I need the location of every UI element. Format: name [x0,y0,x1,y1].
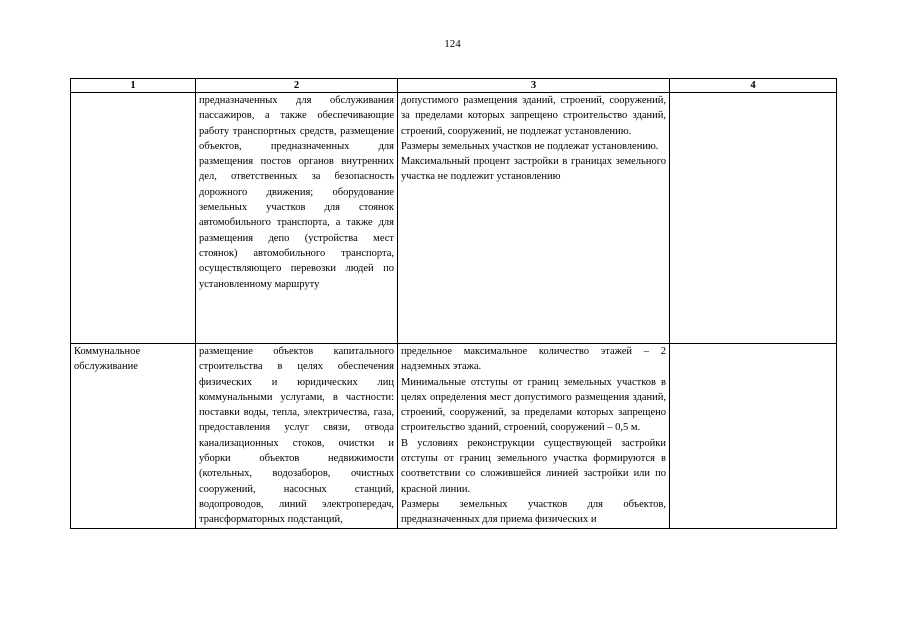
use-type-cell: Коммунальное обслуживание [71,344,196,529]
table-header-col1: 1 [71,79,196,93]
notes-cell [670,93,837,344]
parameter-paragraph: предельное максимальное количество этажей – 2 надземных этажа. [401,346,666,373]
parameter-paragraph: В условиях реконструкции существующей застройки отступы от границ земельного участка формируются в соответствии со сложившейся линией застройки или по красной линии. [401,437,666,495]
table-row [71,344,837,529]
use-description-cell: размещение объектов капитального строительства в целях обеспечения физических и юридических лиц коммунальными услугами, в частности: поставки воды, тепла, электричества, газа, предоставления услуг связи, отвода канализационных стоков, очистки и уборки объектов недвижимости (котельных, водозаборов, очистных сооружений, насосных станций, водопроводов, линий электропередач, трансформаторных подстанций, [196,344,398,529]
use-type-cell [71,93,196,344]
use-description-cell: предназначенных для обслуживания пассажиров, а также обеспечивающие работу транспортных средств, размещение объектов, предназначенных для размещения постов органов внутренних дел, ответственных за безопасность дорожного движения; оборудование земельных участков для стоянок автомобильного транспорта, а также для размещения депо (устройства мест стоянок) автомобильного транспорта, осуществляющего перевозки людей по установленному маршруту [196,93,398,344]
parameter-paragraph: допустимого размещения зданий, строений, сооружений, за пределами которых запрещено строительство зданий, строений, сооружений, не подлежат установлению. [401,95,666,137]
page-number: 124 [444,38,461,50]
parameter-paragraph: Минимальные отступы от границ земельных участков в целях определения мест допустимого размещения зданий, строений, сооружений, за пределами которых запрещено строительство зданий, строений, сооружений – 0,5 м. [401,376,666,434]
parameters-cell [398,93,670,344]
table-header-col4: 4 [670,79,837,93]
parameter-paragraph: Размеры земельных участков не подлежат установлению. [401,140,659,152]
zoning-table [70,78,837,529]
parameters-cell [398,344,670,529]
table-header-col3: 3 [398,79,670,93]
notes-cell [670,344,837,529]
parameter-paragraph: Максимальный процент застройки в границах земельного участка не подлежит установлению [401,156,666,183]
parameter-paragraph: Размеры земельных участков для объектов, предназначенных для приема физических и [401,498,666,526]
table-header-row [71,79,837,93]
table-header-col2: 2 [196,79,398,93]
table-row [71,93,837,344]
